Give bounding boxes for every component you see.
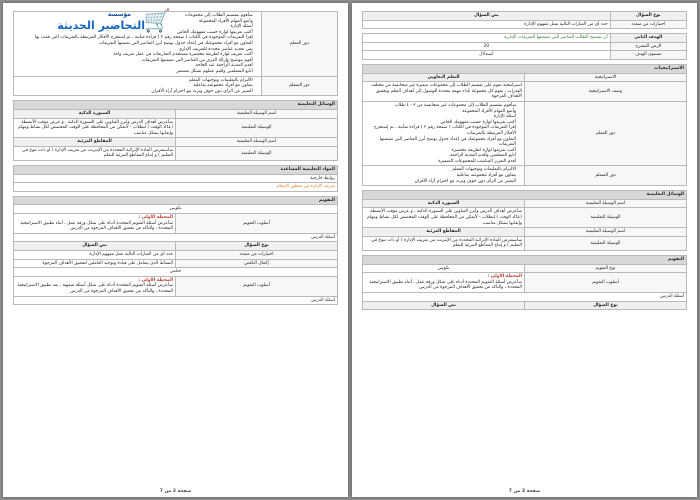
list-item: • بقى تحديد عناصر محددة للتعريف الإداري bbox=[16, 47, 253, 53]
list-item: • أتابع المتعلمين وأقدم التغذية الراجعة bbox=[365, 153, 516, 159]
teacher-role-cell bbox=[363, 101, 525, 166]
list-item: • يتعاون مع أفراد مجموعته بفاعلية bbox=[365, 173, 516, 179]
media-row-text: سأعرض أهداف الدرس وأبرز العناوين على السبورة الذكية ، و عرض مؤقت الأنشطة (عدّاد الوقت ) لتطلاب - لأتمكن من المحافظة على الوقت المخصص لكل نشاط ومهام وإتقانها بشكل مناسب bbox=[363, 208, 525, 228]
table-row bbox=[363, 166, 687, 186]
watermark-logo bbox=[11, 9, 171, 39]
table-row bbox=[363, 101, 687, 166]
evaluation-section-title: التقويم bbox=[14, 196, 338, 205]
evaluation-style-label: أسلوب التقويم bbox=[525, 273, 687, 293]
evaluation-style-cell bbox=[363, 273, 525, 293]
document-page-left bbox=[3, 3, 348, 497]
question-type-header: نوع السؤال bbox=[176, 242, 338, 251]
table-row bbox=[14, 259, 338, 268]
evaluation-style-cell bbox=[14, 214, 176, 234]
table-row bbox=[363, 12, 687, 21]
table-row bbox=[14, 251, 338, 260]
level-value: استدلال bbox=[363, 51, 611, 60]
resource-item: روابط خارجية bbox=[14, 174, 338, 183]
media-name-label: اسم الوسيلة التعليمية bbox=[525, 199, 687, 208]
evaluation-type-label: نوع التقويم bbox=[525, 264, 687, 273]
list-item: • أتابع المتعلمين وأقيم عملهم بشكل مستمر bbox=[16, 69, 253, 75]
table-row bbox=[363, 228, 687, 237]
evaluation-table bbox=[13, 196, 338, 305]
table-row bbox=[14, 109, 338, 118]
media-section-title: الوسائل التعليمية bbox=[14, 101, 338, 110]
table-row bbox=[363, 191, 687, 200]
table-row bbox=[14, 118, 338, 138]
learner-role-cell bbox=[363, 166, 525, 186]
station-heading: المحطة الأولى : bbox=[138, 215, 173, 221]
evaluation-type-2: ختامي bbox=[14, 268, 338, 277]
list-item: • وأضع المهام الأفراد المجموعة bbox=[16, 19, 253, 25]
media-row-text: سأعرض أهداف الدرس وأبرز العناوين على السبورة الذكية ، و عرض مؤقت الأنشطة (عدّاد الوقت ) لتطلاب - لأتمكن من المحافظة على الوقت المخصص لكل نشاط ومهام وإتقانها بشكل مناسب bbox=[14, 118, 176, 138]
resources-section-title: المواد التعليمية المساعدة bbox=[14, 166, 338, 175]
table-row bbox=[363, 236, 687, 250]
media-row-label: الوسيلة التعليمية bbox=[176, 118, 338, 138]
question-text-header: نص السؤال bbox=[363, 301, 525, 310]
station-text: سأعرض أسئلة التقويم المحددة أدناه على شكل أسئلة شفهية ، بعد تطبيق الاستراتيجية المحددة ، والتأكد من تحقيق الأهداف المرجوة من الدرس bbox=[17, 283, 173, 294]
list-item: • أكتب تعريفها لوارة لطريقة مختصرة bbox=[365, 148, 516, 154]
table-row bbox=[363, 208, 687, 228]
media-row-label-2: الوسيلة التعليمية bbox=[176, 146, 338, 160]
list-item: • يتعاون مع أفراد مجموعته بفاعلية bbox=[16, 83, 253, 89]
question-type-header: نوع السؤال bbox=[610, 12, 686, 21]
strategy-label: الاستراتيجية bbox=[525, 73, 687, 82]
teacher-role-label: دور المعلم bbox=[261, 12, 337, 77]
logo-big-text: التحاضير الحديثة bbox=[57, 19, 145, 32]
table-row bbox=[14, 146, 338, 160]
table-row bbox=[14, 183, 338, 192]
learner-role-label: دور المتعلم bbox=[261, 76, 337, 96]
media-row-text-2: سأستعرض المادة الإثرائية المحددة من الإنترنت من تعريف الإدارة ( أو ذات تنوع في التعليم ) و إنتاج المقاطع المرئية للتعلم bbox=[14, 146, 176, 160]
evaluation-type: تكويني bbox=[363, 264, 525, 273]
table-row bbox=[14, 205, 338, 214]
table-row bbox=[363, 273, 687, 293]
table-row bbox=[363, 301, 687, 310]
time-value: 20 bbox=[363, 42, 611, 51]
list-item: • أقدم التغذية الراجعة عند الحاجة bbox=[16, 63, 253, 69]
table-row bbox=[14, 242, 338, 251]
question-type: اختيارات من متعدد bbox=[176, 251, 338, 260]
resource-link[interactable]: تعريف الإدارة من منظور الإسلام bbox=[14, 183, 338, 192]
teacher-role-label: دور المعلم bbox=[525, 101, 687, 166]
lesson-questions-label-2: أسئلة الدرس bbox=[14, 296, 338, 305]
table-row bbox=[363, 292, 687, 301]
list-item: • وأضع المهام الأفراد المجموعة bbox=[365, 109, 516, 115]
media-name-label-2: اسم الوسيلة التعليمية bbox=[176, 138, 338, 147]
list-item: • التعاون مع أفراد مجموعتك في إعداد جدول يوضح أبرز العناصر التي تضمنتها التعريفات bbox=[365, 137, 516, 148]
list-item: • أقوم بتوضيح وإزالة الفرق بين العناصر التي تضمنتها التعريفات bbox=[16, 58, 253, 64]
list-item: • الالتزام بالتعليمات وتوجيهات المعلم bbox=[365, 167, 516, 173]
evaluation-type: تكويني bbox=[14, 205, 338, 214]
table-row bbox=[14, 138, 338, 147]
list-item: • التعبير عن الرأي دون خوف وتردد مع احترام آراء الأقران bbox=[16, 89, 253, 95]
list-item: • التعبير عن الرأي دون خوف وتردد مع احترام آراء الأقران bbox=[365, 179, 516, 185]
list-item: • إقرأ التعريفات الموجودة في الكتاب ( صفحة رقم ٢ ) قراءة متأنية ، ثم إستخرج الأفكار المرتبطة بالتعريفات bbox=[365, 125, 516, 136]
question-type: إكمال الناقص bbox=[176, 259, 338, 268]
list-item: • إقرأ التعريفات الموجودة في الكتاب ( صفحة رقم ٢ ) قراءة متأنية ، ثم إستخرج الأفكار المرتبطة بالتعريفات التي قمت بها bbox=[16, 35, 253, 41]
evaluation-style-cell-2 bbox=[14, 276, 176, 296]
table-row bbox=[363, 34, 687, 43]
media-name-value-2: المقاطع المرئية bbox=[14, 138, 176, 147]
level-label: مستوى الهدف bbox=[610, 51, 686, 60]
station-text: سأعرض أسئلة التقويم المحددة أدناه على شكل ورقة عمل ، أثناء تطبيق الاستراتيجية المحددة ، والتأكد من تحقيق الأهداف المرجوة من الدرس bbox=[20, 220, 173, 232]
strategy-value: التعلم التعاوني bbox=[363, 73, 525, 82]
document-page-right bbox=[352, 3, 697, 497]
teacher-role-list bbox=[365, 103, 522, 165]
table-row bbox=[363, 42, 687, 51]
question-text-header: نص السؤال bbox=[14, 242, 176, 251]
cart-icon: 🛒 bbox=[143, 9, 171, 34]
media-name-value-2: المقاطع المرئية bbox=[363, 228, 525, 237]
page-footer: صفحة 3 من 7 bbox=[508, 489, 541, 494]
station-text: سأعرض أسئلة التقويم المحددة أدناه على شكل ورقة عمل ، أثناء تطبيق الاستراتيجية المحددة ، والتأكد من تحقيق الأهداف المرجوة من الدرس bbox=[369, 279, 522, 291]
table-row bbox=[14, 174, 338, 183]
list-item: • الالتزام بالتعليمات وتوجيهات المعلم bbox=[16, 78, 253, 84]
strategy-section-title: الاستراتيجيات bbox=[363, 64, 687, 73]
media-name-label-2: اسم الوسيلة التعليمية bbox=[525, 228, 687, 237]
media-name-value: السبورة الذكية bbox=[363, 199, 525, 208]
table-row bbox=[14, 101, 338, 110]
table-row bbox=[363, 199, 687, 208]
table-row bbox=[14, 76, 338, 96]
top-question-table bbox=[362, 11, 687, 29]
media-section-title: الوسائل التعليمية bbox=[363, 191, 687, 200]
media-name-label: اسم الوسيلة التعليمية bbox=[176, 109, 338, 118]
list-item: • أكتب تعريف لوارة لطريقة مختصرة مستخدم التعاريفات في عمل تعريف واحد bbox=[16, 52, 253, 58]
time-label: الزمن المقترح bbox=[610, 42, 686, 51]
table-row bbox=[363, 73, 687, 82]
table-row bbox=[14, 214, 338, 234]
page-footer: صفحة 2 من 7 bbox=[159, 489, 192, 494]
table-row bbox=[14, 166, 338, 175]
question-type-header: نوع السؤال bbox=[525, 301, 687, 310]
media-name-value: السبورة الذكية bbox=[14, 109, 176, 118]
table-row bbox=[14, 268, 338, 277]
media-row-label: الوسيلة التعليمية bbox=[525, 208, 687, 228]
question-text: النشاط الذي يتعامل على قيادة وتوجيه العاملين لتحقيق الأهداف المرجوة bbox=[14, 259, 176, 268]
list-item: • أكتب تعريفها لوارة حسب مفهومك الخاص bbox=[365, 120, 516, 126]
list-item: • سأقوم بتقسيم الطلاب إلى مجموعات غير متجانسة من ٣ - ٤ طلاب bbox=[365, 103, 516, 109]
evaluation-style-label: أسلوب التقويم bbox=[176, 214, 338, 234]
goal-table bbox=[362, 33, 687, 60]
learner-role-cell bbox=[14, 76, 262, 96]
station-heading: المحطة الأولى : bbox=[138, 277, 173, 283]
learner-role-list bbox=[16, 78, 259, 95]
goal-text: أن يستنتج الطالب العناصر التي تضمنتها التعريفات الإدارية bbox=[363, 34, 611, 43]
evaluation-table bbox=[362, 255, 687, 310]
strategy-desc-label: وصف الاستراتيجية bbox=[525, 82, 687, 102]
evaluation-style-label-2: أسلوب التقويم bbox=[176, 276, 338, 296]
learner-role-list bbox=[365, 167, 522, 184]
question-text: حدد أي من العبارات التالية تمثل مفهوم الإدارة bbox=[14, 251, 176, 260]
lesson-questions-label: أسئلة الدرس bbox=[363, 292, 687, 301]
question-text-header: نص السؤال bbox=[363, 12, 611, 21]
table-row bbox=[363, 82, 687, 102]
evaluation-section-title: التقويم bbox=[363, 256, 687, 265]
table-row bbox=[14, 233, 338, 242]
table-row bbox=[14, 296, 338, 305]
strategy-desc-text: استراتيجية تقوم على تقسيم الطلاب إلى مجموعات صغيرة غير متجانسة من مختلف القدرات ، تقوم كل مجموعة بأداء مهمة محددة للوصول إلى أهداف التعلم وتحقيق الأهداف المرجوة bbox=[363, 82, 525, 102]
station-heading: المحطة الأولى : bbox=[487, 274, 522, 280]
list-item: • أكتب تعريفها لوارة حسب مفهومك الخاص bbox=[16, 30, 253, 36]
logo-small-text: مؤسسة bbox=[107, 11, 131, 18]
table-row bbox=[14, 196, 338, 205]
resources-table bbox=[13, 165, 338, 192]
list-item: • سأقوم بتقسيم الطلاب إلى مجموعات bbox=[16, 13, 253, 19]
learner-role-label: دور المتعلم bbox=[525, 166, 687, 186]
table-row bbox=[363, 20, 687, 29]
media-row-text-2: سأستعرض المادة الإثرائية المحددة من الإنترنت من تعريف الإدارة ( أو ذات تنوع في التعليم ) و إنتاج المقاطع المرئية للتعلم bbox=[363, 236, 525, 250]
list-item: • أسئلة الإثارة bbox=[365, 114, 516, 120]
media-row-label-2: الوسيلة التعليمية bbox=[525, 236, 687, 250]
goal-label: الهدف الثاني bbox=[610, 34, 686, 43]
table-row bbox=[363, 256, 687, 265]
question-type: اختيارات من متعدد bbox=[610, 20, 686, 29]
list-item: • أسئلة الإثارة bbox=[16, 24, 253, 30]
list-item: • أقدم التعزيز المناسب للمجموعات المتميزة bbox=[365, 159, 516, 165]
table-row bbox=[363, 51, 687, 60]
media-table bbox=[362, 190, 687, 251]
media-table bbox=[13, 100, 338, 161]
strategy-table bbox=[362, 64, 687, 186]
table-row bbox=[14, 276, 338, 296]
list-item: • التعاون مع أفراد مجموعتك في إعداد جدول يوضح أبرز العناصر التي تضمنها التعريفات bbox=[16, 41, 253, 47]
table-row bbox=[363, 264, 687, 273]
question-text: حدد أي من العبارات التالية تمثل مفهوم الإدارة bbox=[363, 20, 611, 29]
table-row bbox=[363, 64, 687, 73]
lesson-questions-label: أسئلة الدرس bbox=[14, 233, 338, 242]
